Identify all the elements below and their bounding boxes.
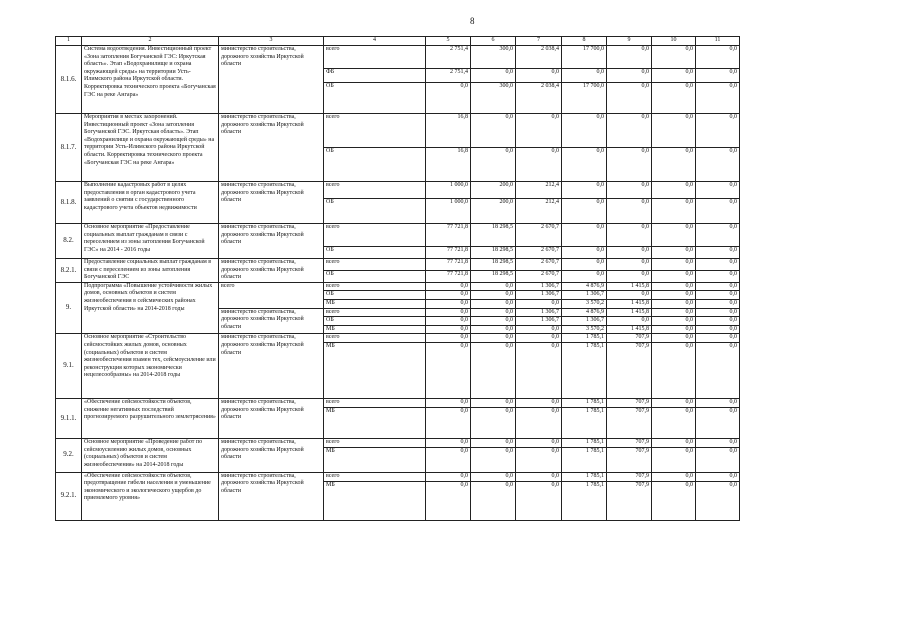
value-cell: 0,0	[516, 334, 562, 343]
item-name: Основное мероприятие «Проведение работ по сейсмоусилению жилых домов, основных (социальных) объектов и систем жизнеобеспечения» на 2014-2018 годы	[82, 438, 219, 472]
value-cell: 0,0	[652, 270, 696, 282]
table-row	[56, 438, 740, 447]
funding-source: МБ	[324, 325, 426, 334]
header-row	[56, 37, 740, 46]
funding-source: ОБ	[324, 247, 426, 259]
table-row	[56, 472, 740, 481]
value-cell: 0,0	[471, 69, 516, 83]
value-cell: 0,0	[652, 342, 696, 398]
value-cell: 0,0	[562, 224, 607, 247]
table-row	[56, 259, 740, 271]
value-cell: 2 751,4	[426, 69, 471, 83]
value-cell: 0,0	[652, 291, 696, 300]
value-cell: 0,0	[696, 472, 740, 481]
value-cell: 0,0	[696, 282, 740, 291]
value-cell: 0,0	[471, 407, 516, 438]
value-cell: 707,9	[607, 342, 652, 398]
value-cell: 0,0	[607, 259, 652, 271]
value-cell: 0,0	[471, 148, 516, 182]
item-code: 8.1.8.	[56, 182, 82, 224]
funding-source: ФБ	[324, 69, 426, 83]
value-cell: 0,0	[652, 46, 696, 69]
value-cell: 0,0	[607, 83, 652, 114]
value-cell: 0,0	[516, 438, 562, 447]
value-cell: 0,0	[652, 69, 696, 83]
value-cell: 3 570,2	[562, 325, 607, 334]
value-cell: 2 670,7	[516, 224, 562, 247]
funding-source: всего	[324, 334, 426, 343]
value-cell: 1 306,7	[516, 317, 562, 326]
value-cell: 0,0	[562, 259, 607, 271]
value-cell: 0,0	[607, 317, 652, 326]
value-cell: 0,0	[471, 299, 516, 308]
value-cell: 707,9	[607, 481, 652, 520]
value-cell: 2 751,4	[426, 46, 471, 69]
value-cell: 0,0	[652, 83, 696, 114]
value-cell: 0,0	[562, 148, 607, 182]
value-cell: 0,0	[652, 334, 696, 343]
value-cell: 0,0	[426, 83, 471, 114]
item-code: 9.1.	[56, 334, 82, 399]
value-cell: 0,0	[562, 270, 607, 282]
value-cell: 0,0	[471, 291, 516, 300]
value-cell: 1 306,7	[516, 282, 562, 291]
item-name: Основное мероприятие «Предоставление социальных выплат гражданам в связи с переселением из зоны затопления Богучанской ГЭС» на 2014 - 2016 годы	[82, 224, 219, 259]
header-cell: 9	[607, 37, 652, 46]
value-cell: 1 785,1	[562, 407, 607, 438]
item-executor: всего	[219, 282, 324, 308]
funding-source: ОБ	[324, 291, 426, 300]
value-cell: 0,0	[562, 114, 607, 148]
value-cell: 2 670,7	[516, 247, 562, 259]
value-cell: 17 700,0	[562, 83, 607, 114]
value-cell: 0,0	[652, 148, 696, 182]
item-code: 8.2.	[56, 224, 82, 259]
funding-source: МБ	[324, 299, 426, 308]
header-cell: 6	[471, 37, 516, 46]
table-row	[56, 182, 740, 199]
value-cell: 18 298,5	[471, 224, 516, 247]
value-cell: 2 670,7	[516, 270, 562, 282]
value-cell: 0,0	[652, 224, 696, 247]
value-cell: 0,0	[696, 398, 740, 407]
value-cell: 1 785,1	[562, 334, 607, 343]
value-cell: 0,0	[516, 299, 562, 308]
value-cell: 0,0	[696, 182, 740, 199]
table-row	[56, 114, 740, 148]
value-cell: 0,0	[471, 438, 516, 447]
funding-source: всего	[324, 472, 426, 481]
value-cell: 0,0	[696, 259, 740, 271]
value-cell: 0,0	[696, 308, 740, 317]
header-cell: 4	[324, 37, 426, 46]
value-cell: 0,0	[471, 398, 516, 407]
value-cell: 0,0	[607, 270, 652, 282]
value-cell: 0,0	[516, 69, 562, 83]
value-cell: 0,0	[696, 224, 740, 247]
value-cell: 0,0	[652, 407, 696, 438]
value-cell: 0,0	[471, 447, 516, 472]
value-cell: 0,0	[696, 199, 740, 224]
value-cell: 1 785,1	[562, 438, 607, 447]
item-code: 8.2.1.	[56, 259, 82, 283]
item-name: «Обеспечение сейсмостойкости объектов, снижение негативных последствий прогнозируемого разрушительного землетрясения»	[82, 398, 219, 438]
value-cell: 0,0	[652, 308, 696, 317]
item-executor: министерство строительства, дорожного хозяйства Иркутской области	[219, 224, 324, 259]
item-code: 9.1.1.	[56, 398, 82, 438]
value-cell: 707,9	[607, 407, 652, 438]
value-cell: 707,9	[607, 472, 652, 481]
value-cell: 16,8	[426, 114, 471, 148]
value-cell: 77 721,8	[426, 224, 471, 247]
value-cell: 0,0	[426, 342, 471, 398]
header-cell: 11	[696, 37, 740, 46]
value-cell: 1 306,7	[562, 317, 607, 326]
value-cell: 0,0	[516, 481, 562, 520]
value-cell: 0,0	[426, 308, 471, 317]
value-cell: 0,0	[696, 83, 740, 114]
header-cell: 1	[56, 37, 82, 46]
value-cell: 0,0	[696, 148, 740, 182]
value-cell: 0,0	[696, 247, 740, 259]
value-cell: 1 306,7	[516, 291, 562, 300]
value-cell: 0,0	[652, 438, 696, 447]
item-code: 9.	[56, 282, 82, 334]
value-cell: 0,0	[471, 308, 516, 317]
value-cell: 707,9	[607, 438, 652, 447]
item-name: Мероприятия в местах захоронений. Инвестиционный проект «Зона затопления Богучанской ГЭС. Иркутская область». Этап «Водохранилище и охрана окружающей среды» на территории Усть-Илимского района Иркутской области. Корректировка технического проекта «Богучанская ГЭС на реке Ангара»	[82, 114, 219, 182]
header-cell: 8	[562, 37, 607, 46]
item-name: Подпрограмма «Повышение устойчивости жилых домов, основных объектов и систем жизнеобеспечения в сейсмических районах Иркутской области» на 2014-2018 годы	[82, 282, 219, 334]
value-cell: 0,0	[516, 114, 562, 148]
value-cell: 0,0	[696, 46, 740, 69]
funding-source: ОБ	[324, 83, 426, 114]
value-cell: 0,0	[516, 447, 562, 472]
item-executor: министерство строительства, дорожного хозяйства Иркутской области	[219, 259, 324, 283]
funding-source: МБ	[324, 481, 426, 520]
value-cell: 0,0	[471, 282, 516, 291]
value-cell: 0,0	[696, 438, 740, 447]
value-cell: 1 415,8	[607, 282, 652, 291]
value-cell: 1 785,1	[562, 481, 607, 520]
value-cell: 0,0	[607, 148, 652, 182]
item-name: Основное мероприятие «Строительство сейсмостойких жилых домов, основных (социальных) объектов и систем жизнеобеспечения взамен тех, сейсмоусиление или реконструкция которых экономически нецелесообразны» на 2014-2018 годы	[82, 334, 219, 399]
value-cell: 1 415,8	[607, 325, 652, 334]
value-cell: 0,0	[607, 182, 652, 199]
funding-source: всего	[324, 224, 426, 247]
value-cell: 0,0	[471, 481, 516, 520]
value-cell: 0,0	[471, 472, 516, 481]
value-cell: 4 876,9	[562, 282, 607, 291]
value-cell: 0,0	[516, 325, 562, 334]
value-cell: 0,0	[696, 299, 740, 308]
value-cell: 1 785,1	[562, 398, 607, 407]
value-cell: 0,0	[652, 299, 696, 308]
value-cell: 0,0	[652, 182, 696, 199]
value-cell: 0,0	[652, 114, 696, 148]
page-number: 8	[470, 16, 475, 26]
value-cell: 0,0	[426, 447, 471, 472]
value-cell: 0,0	[607, 199, 652, 224]
value-cell: 0,0	[562, 182, 607, 199]
value-cell: 2 670,7	[516, 259, 562, 271]
header-cell: 10	[652, 37, 696, 46]
value-cell: 0,0	[652, 199, 696, 224]
value-cell: 0,0	[607, 224, 652, 247]
item-name: Предоставление социальных выплат гражданам в связи с переселением из зоны затопления Богучанской ГЭС	[82, 259, 219, 283]
funding-source: МБ	[324, 447, 426, 472]
value-cell: 3 570,2	[562, 299, 607, 308]
value-cell: 0,0	[696, 317, 740, 326]
value-cell: 0,0	[471, 317, 516, 326]
value-cell: 0,0	[471, 334, 516, 343]
value-cell: 0,0	[696, 325, 740, 334]
value-cell: 707,9	[607, 398, 652, 407]
item-code: 8.1.6.	[56, 46, 82, 114]
item-code: 9.2.1.	[56, 472, 82, 520]
header-cell: 5	[426, 37, 471, 46]
table-row	[56, 46, 740, 69]
value-cell: 300,0	[471, 83, 516, 114]
value-cell: 0,0	[607, 114, 652, 148]
value-cell: 1 000,0	[426, 199, 471, 224]
item-executor: министерство строительства, дорожного хозяйства Иркутской области	[219, 114, 324, 182]
value-cell: 0,0	[471, 342, 516, 398]
value-cell: 1 306,7	[516, 308, 562, 317]
value-cell: 0,0	[562, 199, 607, 224]
value-cell: 18 298,5	[471, 247, 516, 259]
value-cell: 2 038,4	[516, 46, 562, 69]
header-cell: 3	[219, 37, 324, 46]
value-cell: 0,0	[607, 291, 652, 300]
value-cell: 212,4	[516, 182, 562, 199]
budget-table	[55, 36, 740, 521]
value-cell: 0,0	[426, 317, 471, 326]
funding-source: ОБ	[324, 270, 426, 282]
value-cell: 0,0	[696, 270, 740, 282]
value-cell: 0,0	[426, 299, 471, 308]
value-cell: 0,0	[426, 472, 471, 481]
value-cell: 4 876,9	[562, 308, 607, 317]
item-executor: министерство строительства, дорожного хозяйства Иркутской области	[219, 308, 324, 334]
value-cell: 0,0	[426, 481, 471, 520]
item-code: 9.2.	[56, 438, 82, 472]
value-cell: 0,0	[652, 447, 696, 472]
value-cell: 1 785,1	[562, 342, 607, 398]
value-cell: 1 000,0	[426, 182, 471, 199]
value-cell: 1 785,1	[562, 447, 607, 472]
value-cell: 0,0	[696, 447, 740, 472]
funding-source: МБ	[324, 342, 426, 398]
funding-source: всего	[324, 308, 426, 317]
value-cell: 0,0	[426, 325, 471, 334]
item-name: Система водоотведения. Инвестиционный проект «Зона затопления Богучанской ГЭС: Иркутская область». Этап «Водохранилище и охрана окружающей среды» на территории Усть-Илимского района Иркутской области. Корректировка технического проекта «Богучанская ГЭС на реке Ангара»	[82, 46, 219, 114]
item-executor: министерство строительства, дорожного хозяйства Иркутской области	[219, 334, 324, 399]
value-cell: 0,0	[426, 334, 471, 343]
funding-source: всего	[324, 282, 426, 291]
value-cell: 0,0	[652, 325, 696, 334]
value-cell: 0,0	[471, 114, 516, 148]
value-cell: 18 298,5	[471, 259, 516, 271]
value-cell: 1 415,8	[607, 308, 652, 317]
value-cell: 0,0	[426, 438, 471, 447]
value-cell: 77 721,8	[426, 270, 471, 282]
item-executor: министерство строительства, дорожного хозяйства Иркутской области	[219, 472, 324, 520]
funding-source: МБ	[324, 407, 426, 438]
value-cell: 0,0	[607, 69, 652, 83]
value-cell: 0,0	[516, 398, 562, 407]
item-name: «Обеспечение сейсмостойкости объектов, предотвращение гибели населения и уменьшение экономического и экологического ущербов до приемлемого уровня»	[82, 472, 219, 520]
funding-source: всего	[324, 182, 426, 199]
value-cell: 0,0	[652, 317, 696, 326]
table-row	[56, 398, 740, 407]
value-cell: 0,0	[516, 472, 562, 481]
value-cell: 707,9	[607, 334, 652, 343]
value-cell: 0,0	[696, 114, 740, 148]
value-cell: 0,0	[562, 69, 607, 83]
table-row	[56, 282, 740, 291]
value-cell: 2 038,4	[516, 83, 562, 114]
value-cell: 1 306,7	[562, 291, 607, 300]
header-cell: 2	[82, 37, 219, 46]
value-cell: 1 415,8	[607, 299, 652, 308]
item-executor: министерство строительства, дорожного хозяйства Иркутской области	[219, 46, 324, 114]
funding-source: всего	[324, 114, 426, 148]
value-cell: 0,0	[607, 46, 652, 69]
value-cell: 0,0	[516, 342, 562, 398]
value-cell: 0,0	[607, 247, 652, 259]
item-executor: министерство строительства, дорожного хозяйства Иркутской области	[219, 438, 324, 472]
funding-source: всего	[324, 438, 426, 447]
table-row	[56, 334, 740, 343]
funding-source: ОБ	[324, 199, 426, 224]
value-cell: 0,0	[652, 398, 696, 407]
item-code: 8.1.7.	[56, 114, 82, 182]
value-cell: 17 700,0	[562, 46, 607, 69]
value-cell: 0,0	[516, 407, 562, 438]
header-cell: 7	[516, 37, 562, 46]
item-name: Выполнение кадастровых работ в целях предоставления в орган кадастрового учета заявлений о снятии с государственного кадастрового учета объектов недвижимости	[82, 182, 219, 224]
funding-source: ОБ	[324, 317, 426, 326]
value-cell: 0,0	[652, 282, 696, 291]
value-cell: 0,0	[696, 334, 740, 343]
value-cell: 0,0	[426, 407, 471, 438]
value-cell: 0,0	[652, 259, 696, 271]
value-cell: 0,0	[696, 291, 740, 300]
item-executor: министерство строительства, дорожного хозяйства Иркутской области	[219, 398, 324, 438]
value-cell: 0,0	[652, 481, 696, 520]
funding-source: всего	[324, 259, 426, 271]
value-cell: 0,0	[652, 247, 696, 259]
value-cell: 0,0	[426, 398, 471, 407]
value-cell: 0,0	[696, 69, 740, 83]
value-cell: 200,0	[471, 182, 516, 199]
value-cell: 0,0	[426, 282, 471, 291]
table-row	[56, 224, 740, 247]
value-cell: 300,0	[471, 46, 516, 69]
value-cell: 77 721,8	[426, 259, 471, 271]
value-cell: 0,0	[516, 148, 562, 182]
value-cell: 18 298,5	[471, 270, 516, 282]
value-cell: 0,0	[696, 342, 740, 398]
item-executor: министерство строительства, дорожного хозяйства Иркутской области	[219, 182, 324, 224]
value-cell: 1 785,1	[562, 472, 607, 481]
value-cell: 0,0	[696, 481, 740, 520]
funding-source: всего	[324, 46, 426, 69]
funding-source: всего	[324, 398, 426, 407]
value-cell: 200,0	[471, 199, 516, 224]
funding-source: ОБ	[324, 148, 426, 182]
value-cell: 212,4	[516, 199, 562, 224]
value-cell: 0,0	[471, 325, 516, 334]
value-cell: 0,0	[652, 472, 696, 481]
value-cell: 16,8	[426, 148, 471, 182]
value-cell: 0,0	[562, 247, 607, 259]
value-cell: 707,9	[607, 447, 652, 472]
value-cell: 77 721,8	[426, 247, 471, 259]
value-cell: 0,0	[696, 407, 740, 438]
value-cell: 0,0	[426, 291, 471, 300]
